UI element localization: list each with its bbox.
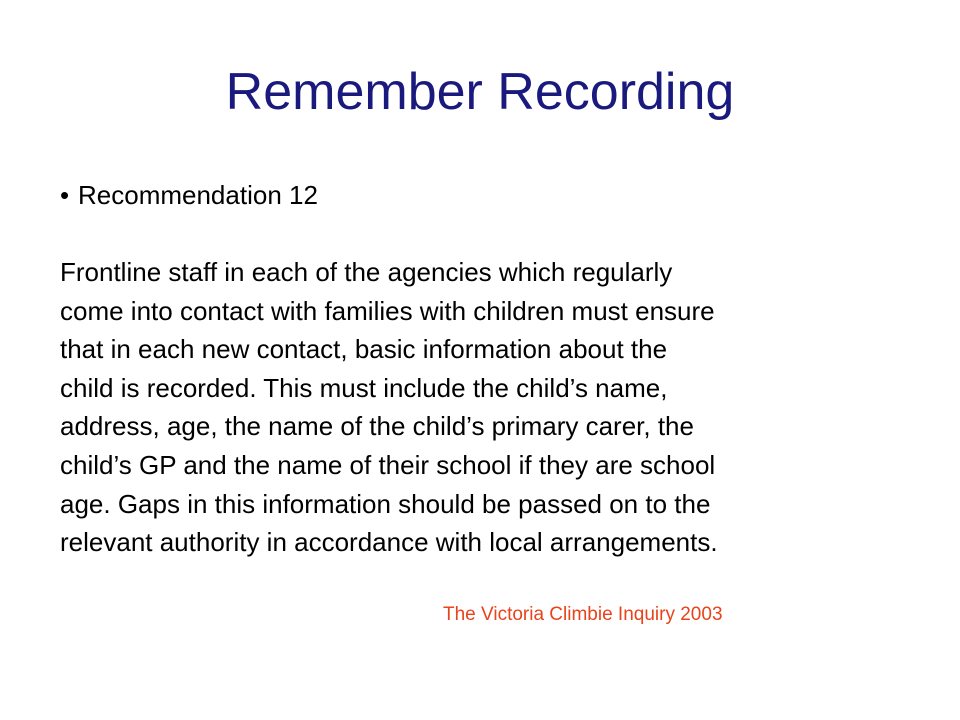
body-line: come into contact with families with children must ensure [60,295,715,326]
slide-title: Remember Recording [225,63,735,121]
recommendation-body [60,253,900,562]
bullet-marker: • [60,180,70,210]
body-line: age. Gaps in this information should be passed on to the [60,488,711,519]
recommendation-heading: Recommendation 12 [78,180,318,210]
body-line: relevant authority in accordance with local arrangements. [60,527,718,558]
source-citation: The Victoria Climbie Inquiry 2003 [443,604,723,625]
body-line: Frontline staff in each of the agencies which regularly [60,257,673,287]
body-line: address, age, the name of the child’s primary carer, the [60,411,694,442]
body-line: child’s GP and the name of their school if they are school [60,449,716,480]
recommendation-bullet [60,177,318,213]
body-line: child is recorded. This must include the child’s name, [60,372,668,403]
body-line: that in each new contact, basic information about the [60,334,668,365]
